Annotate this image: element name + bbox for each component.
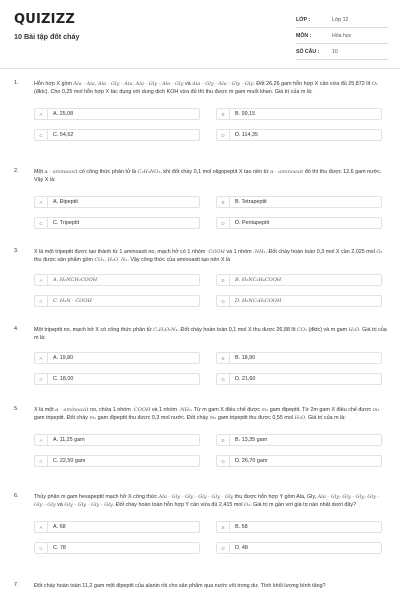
option-letter-badge: C (35, 456, 48, 466)
option-letter-badge: A (35, 109, 48, 119)
option-text: B. 18,90 (235, 355, 256, 361)
formula: m₁ (261, 407, 269, 413)
option-letter-badge: D (217, 456, 230, 466)
question-text (34, 493, 388, 510)
option-text: C. 78 (53, 545, 66, 551)
formula: O₂ (244, 502, 251, 509)
formula: CₓHᵧO₆N₄ (153, 327, 178, 333)
question-text-run: . Từ m gam X điều chế được (190, 407, 262, 413)
answer-option-b[interactable] (216, 521, 382, 533)
worksheet-title: 10 Bài tập đốt cháy (14, 32, 80, 41)
question-text (34, 582, 388, 590)
question-text-run: . Giá trị của m là: (34, 327, 387, 342)
option-text: D. 21,60 (235, 376, 256, 382)
option-text: D. 26,70 gam (235, 458, 268, 464)
option-text: A. 19,80 (53, 355, 74, 361)
answer-option-b[interactable] (216, 352, 382, 364)
answer-option-a[interactable] (34, 108, 200, 120)
question-number: 4. (14, 326, 19, 332)
option-text: D. Pentapeptit (235, 220, 270, 226)
formula: O₂ (371, 81, 379, 87)
option-text: B. 99,15 (235, 111, 256, 117)
question-text-run: , khi đốt cháy 0,1 mol oligopeptit X tạo nên từ (160, 169, 271, 175)
option-letter-badge: D (217, 374, 230, 384)
question-number: 1. (14, 80, 19, 86)
question-text-run: và (55, 502, 65, 509)
option-text: B. Tetrapeptit (235, 199, 267, 205)
formula: Ala - Gly; Gly - Gly; Gly - Gly - Gly (34, 494, 380, 509)
formula: α - aminoaxit (270, 169, 304, 175)
question-text-run: gam tripeptit. Đốt cháy (34, 415, 90, 422)
meta-value: 10 (332, 48, 338, 55)
answer-option-b[interactable] (216, 274, 382, 286)
answer-option-a[interactable] (34, 352, 200, 364)
answer-option-c[interactable] (34, 217, 200, 229)
question-text-run: (đktc). Cho 0,25 mol hỗn hợp X tác dụng với dung dịch KOH vừa đủ thì thu được m gam muối khan. Giá trị của m là: (34, 89, 313, 96)
option-text: A. H₂NCH₂COOH (53, 277, 98, 283)
option-text: B. H₂NC₂H₄COOH (235, 277, 282, 283)
quizizz-logo: QUIZIZZ (14, 12, 75, 27)
meta-row-count (296, 44, 388, 60)
answer-option-c[interactable] (34, 373, 200, 385)
question-text-run: gam tripeptit thu được 0,55 mol (216, 415, 295, 422)
answer-option-a[interactable] (34, 274, 200, 286)
question-text-run: gam đipeptit thu được 0,3 mol nước. Đốt cháy (96, 415, 210, 422)
formula: Ala - Gly - Gly - Gly - Gly - Gly (158, 494, 234, 500)
question-text (34, 80, 388, 97)
meta-key: SỐ CÂU : (296, 48, 320, 55)
formula: -NH₂ (178, 407, 191, 413)
page-header (0, 0, 400, 62)
option-letter-badge: B (217, 522, 230, 532)
answer-option-d[interactable] (216, 542, 382, 554)
question-text-run: gam đipeptit. Từ 2m gam X điều chế được (268, 407, 373, 413)
question-text-run: và (183, 81, 193, 87)
option-text: A. 11,25 gam (53, 437, 85, 443)
option-letter-badge: C (35, 218, 48, 228)
question-text-run: Một tripeptit no, mạch hở X có công thức phân tử (34, 327, 154, 333)
answer-option-c[interactable] (34, 129, 200, 141)
option-letter-badge: A (35, 435, 48, 445)
answer-option-d[interactable] (216, 373, 382, 385)
answer-option-a[interactable] (34, 434, 200, 446)
formula: α - aminoaxit (55, 407, 89, 413)
formula: -NH₂ (253, 249, 266, 255)
option-letter-badge: C (35, 543, 48, 553)
formula: C₂H₅NO₂ (137, 169, 161, 175)
question-text-run: . Đốt cháy hoàn toàn hỗn hợp Y cần vừa đủ 2,415 mol (112, 502, 245, 509)
meta-row-class (296, 12, 388, 28)
option-text: A. 25,08 (53, 111, 74, 117)
question-number: 2. (14, 168, 19, 174)
answer-option-c[interactable] (34, 542, 200, 554)
question-text (34, 168, 388, 185)
formula: α - aminoaxit (44, 169, 78, 175)
option-letter-badge: A (35, 275, 48, 285)
question-text-run: Thủy phân m gam hexapeptit mạch hở X công thức (34, 494, 159, 500)
formula: CO₂, H₂O, N₂ (94, 257, 128, 264)
option-text: D. 48 (235, 545, 248, 551)
option-letter-badge: A (35, 522, 48, 532)
meta-key: LỚP : (296, 16, 311, 23)
option-letter-badge: D (217, 130, 230, 140)
question-text-run: . Giá trị m gần với giá trị nào nhất dưới đây? (250, 502, 357, 509)
answer-option-d[interactable] (216, 455, 382, 467)
option-text: C. 22,50 gam (53, 458, 86, 464)
formula: -COOH (206, 249, 225, 255)
option-letter-badge: B (217, 353, 230, 363)
answer-option-c[interactable] (34, 295, 200, 307)
option-letter-badge: B (217, 275, 230, 285)
header-divider (0, 68, 400, 69)
formula: H₂O (348, 327, 360, 333)
option-text: D. H₂NC₃H₆COOH (235, 298, 282, 304)
meta-table (296, 12, 388, 60)
meta-key: MÔN : (296, 32, 312, 39)
formula: H₂O (294, 415, 306, 422)
question-text-run: X là một (34, 407, 56, 413)
question-number: 3. (14, 248, 19, 254)
answer-option-b[interactable] (216, 196, 382, 208)
option-text: C. H₂N - COOH (53, 298, 92, 304)
question-text-run: X là một tripeptit được tạo thành từ 1 aminoaxit no, mạch hở có 1 nhóm (34, 249, 207, 255)
formula: -COOH (132, 407, 151, 413)
option-letter-badge: D (217, 218, 230, 228)
answer-option-d[interactable] (216, 217, 382, 229)
option-letter-badge: B (217, 197, 230, 207)
meta-row-subject (296, 28, 388, 44)
option-letter-badge: B (217, 109, 230, 119)
option-letter-badge: C (35, 296, 48, 306)
question-text-run: . Đốt cháy hoàn toàn 0,1 mol X thu được 26,88 lít (177, 327, 298, 333)
option-text: A. 68 (53, 524, 66, 530)
option-text: C. 18,00 (53, 376, 74, 382)
formula: Ala - Ala, Ala - Gly - Ala, Ala - Gly - Ala - Gly (73, 81, 184, 87)
question-text-run: thu được hỗn hợp Y gồm Ala, Gly, (233, 494, 318, 500)
answer-option-a[interactable] (34, 521, 200, 533)
question-text-run: . Vậy công thức của aminoaxit tạo nên X là (127, 257, 231, 264)
formula: CO₂ (297, 327, 308, 333)
question-text (34, 406, 388, 423)
option-text: B. 13,35 gam (235, 437, 268, 443)
question-text-run: Hỗn hợp X gồm (34, 81, 74, 87)
formula: O₂ (376, 249, 383, 255)
question-text-run: thu được sản phẩm gồm (34, 257, 95, 264)
option-letter-badge: A (35, 197, 48, 207)
question-text-run: và 1 nhóm (150, 407, 179, 413)
question-text-run: . Đốt 26,26 gam hỗn hợp X cần vừa đủ 25,872 lít (253, 81, 372, 87)
option-text: C. 54,62 (53, 132, 74, 138)
formula: m₁ (89, 415, 97, 422)
question-text-run: Một (34, 169, 45, 175)
answer-option-b[interactable] (216, 434, 382, 446)
option-text: D. 114,35 (235, 132, 258, 138)
option-text: A. Đipeptit (53, 199, 78, 205)
question-text-run: . Giá trị của m là: (305, 415, 346, 422)
question-text (34, 248, 388, 265)
answer-option-b[interactable] (216, 108, 382, 120)
option-letter-badge: C (35, 130, 48, 140)
question-text-run: Đốt cháy hoàn toàn 11,2 gam một đipeptit của alanin rồi cho sản phẩm qua nước vôi trong dư. Tính khối lượng bình tăng? (34, 583, 326, 589)
formula: m₂ (209, 415, 217, 422)
question-text-run: (đktc) và m gam (307, 327, 349, 333)
option-letter-badge: D (217, 296, 230, 306)
question-text-run: . Đốt cháy hoàn toàn 0,3 mol X cần 2,025 mol (265, 249, 377, 255)
question-text-run: đó thì thu được 12,6 gam nước. Vậy X là: (34, 169, 382, 184)
answer-option-a[interactable] (34, 196, 200, 208)
meta-value: Hóa học (332, 32, 352, 39)
question-text-run: no, chứa 1 nhóm (88, 407, 133, 413)
meta-value: Lớp 12 (332, 16, 349, 23)
question-number: 6. (14, 493, 19, 499)
formula: Ala - Gly - Ala - Gly - Gly (192, 81, 254, 87)
option-letter-badge: D (217, 543, 230, 553)
formula: m₂ (372, 407, 380, 413)
option-letter-badge: C (35, 374, 48, 384)
option-letter-badge: A (35, 353, 48, 363)
option-letter-badge: B (217, 435, 230, 445)
question-text (34, 326, 388, 343)
option-text: B. 58 (235, 524, 248, 530)
question-number: 7. (14, 582, 19, 588)
formula: Gly - Gly - Gly - Gly (64, 502, 113, 509)
option-text: C. Tripeptit (53, 220, 80, 226)
question-number: 5. (14, 406, 19, 412)
answer-option-c[interactable] (34, 455, 200, 467)
question-text-run: và 1 nhóm (224, 249, 254, 255)
answer-option-d[interactable] (216, 129, 382, 141)
answer-option-d[interactable] (216, 295, 382, 307)
question-text-run: có công thức phân tử là (77, 169, 138, 175)
